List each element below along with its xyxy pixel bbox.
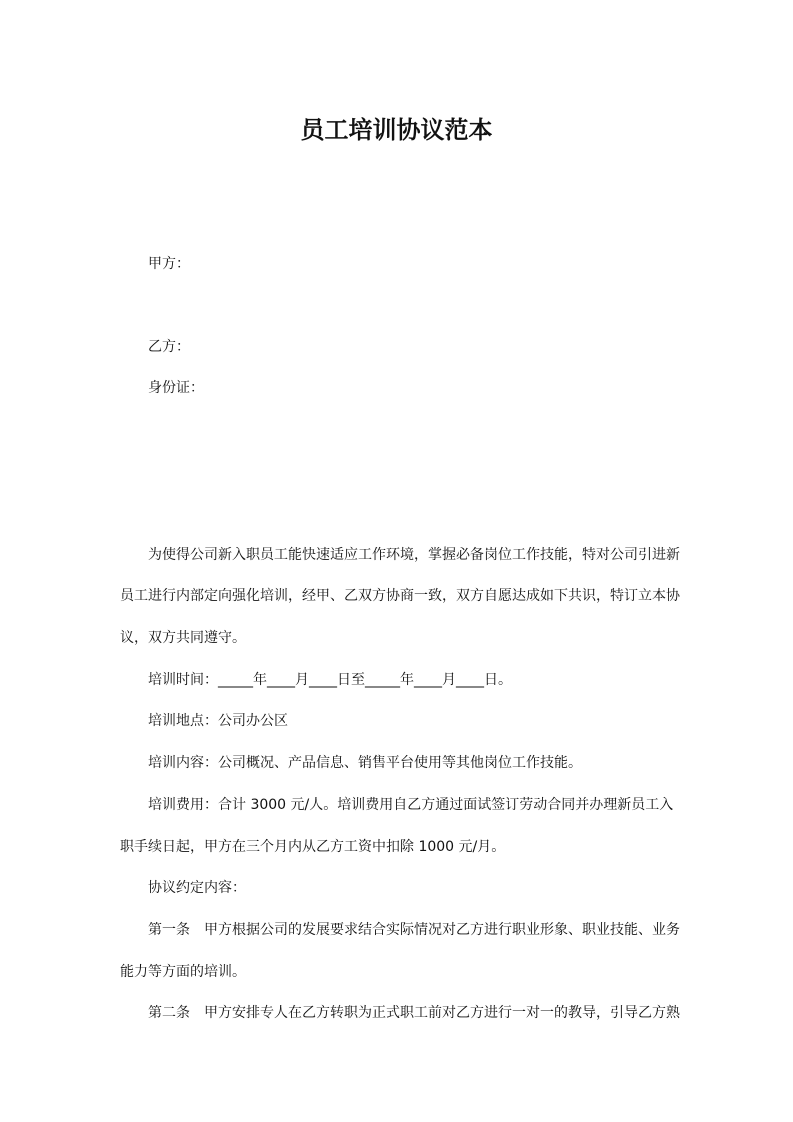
document-title: 员工培训协议范本 [300, 116, 493, 144]
training-content: 培训内容：公司概况、产品信息、销售平台使用等其他岗位工作技能。 [148, 755, 582, 771]
article-2-line-1: 第二条 甲方安排专人在乙方转职为正式职工前对乙方进行一对一的教导，引导乙方熟 [148, 1005, 680, 1021]
intro-paragraph-line-3: 议，双方共同遵守。 [120, 630, 246, 646]
party-a-label: 甲方： [148, 256, 190, 272]
training-time: 培训时间：_____年____月____日至_____年____月____日。 [148, 672, 512, 688]
training-location: 培训地点：公司办公区 [148, 713, 288, 729]
article-1-line-2: 能力等方面的培训。 [120, 964, 246, 980]
training-fee-line-2: 职手续日起，甲方在三个月内从乙方工资中扣除 1000 元/月。 [120, 839, 506, 855]
agreement-heading: 协议约定内容： [148, 880, 246, 896]
id-card-label: 身份证： [148, 380, 204, 396]
party-b-label: 乙方： [148, 339, 190, 355]
intro-paragraph-line-2: 员工进行内部定向强化培训，经甲、乙双方协商一致，双方自愿达成如下共识，特订立本协 [120, 588, 680, 604]
article-1-line-1: 第一条 甲方根据公司的发展要求结合实际情况对乙方进行职业形象、职业技能、业务 [148, 922, 680, 938]
training-fee-line-1: 培训费用：合计 3000 元/人。培训费用自乙方通过面试签订劳动合同并办理新员工入 [148, 797, 674, 813]
intro-paragraph-line-1: 为使得公司新入职员工能快速适应工作环境，掌握必备岗位工作技能，特对公司引进新 [148, 547, 680, 563]
